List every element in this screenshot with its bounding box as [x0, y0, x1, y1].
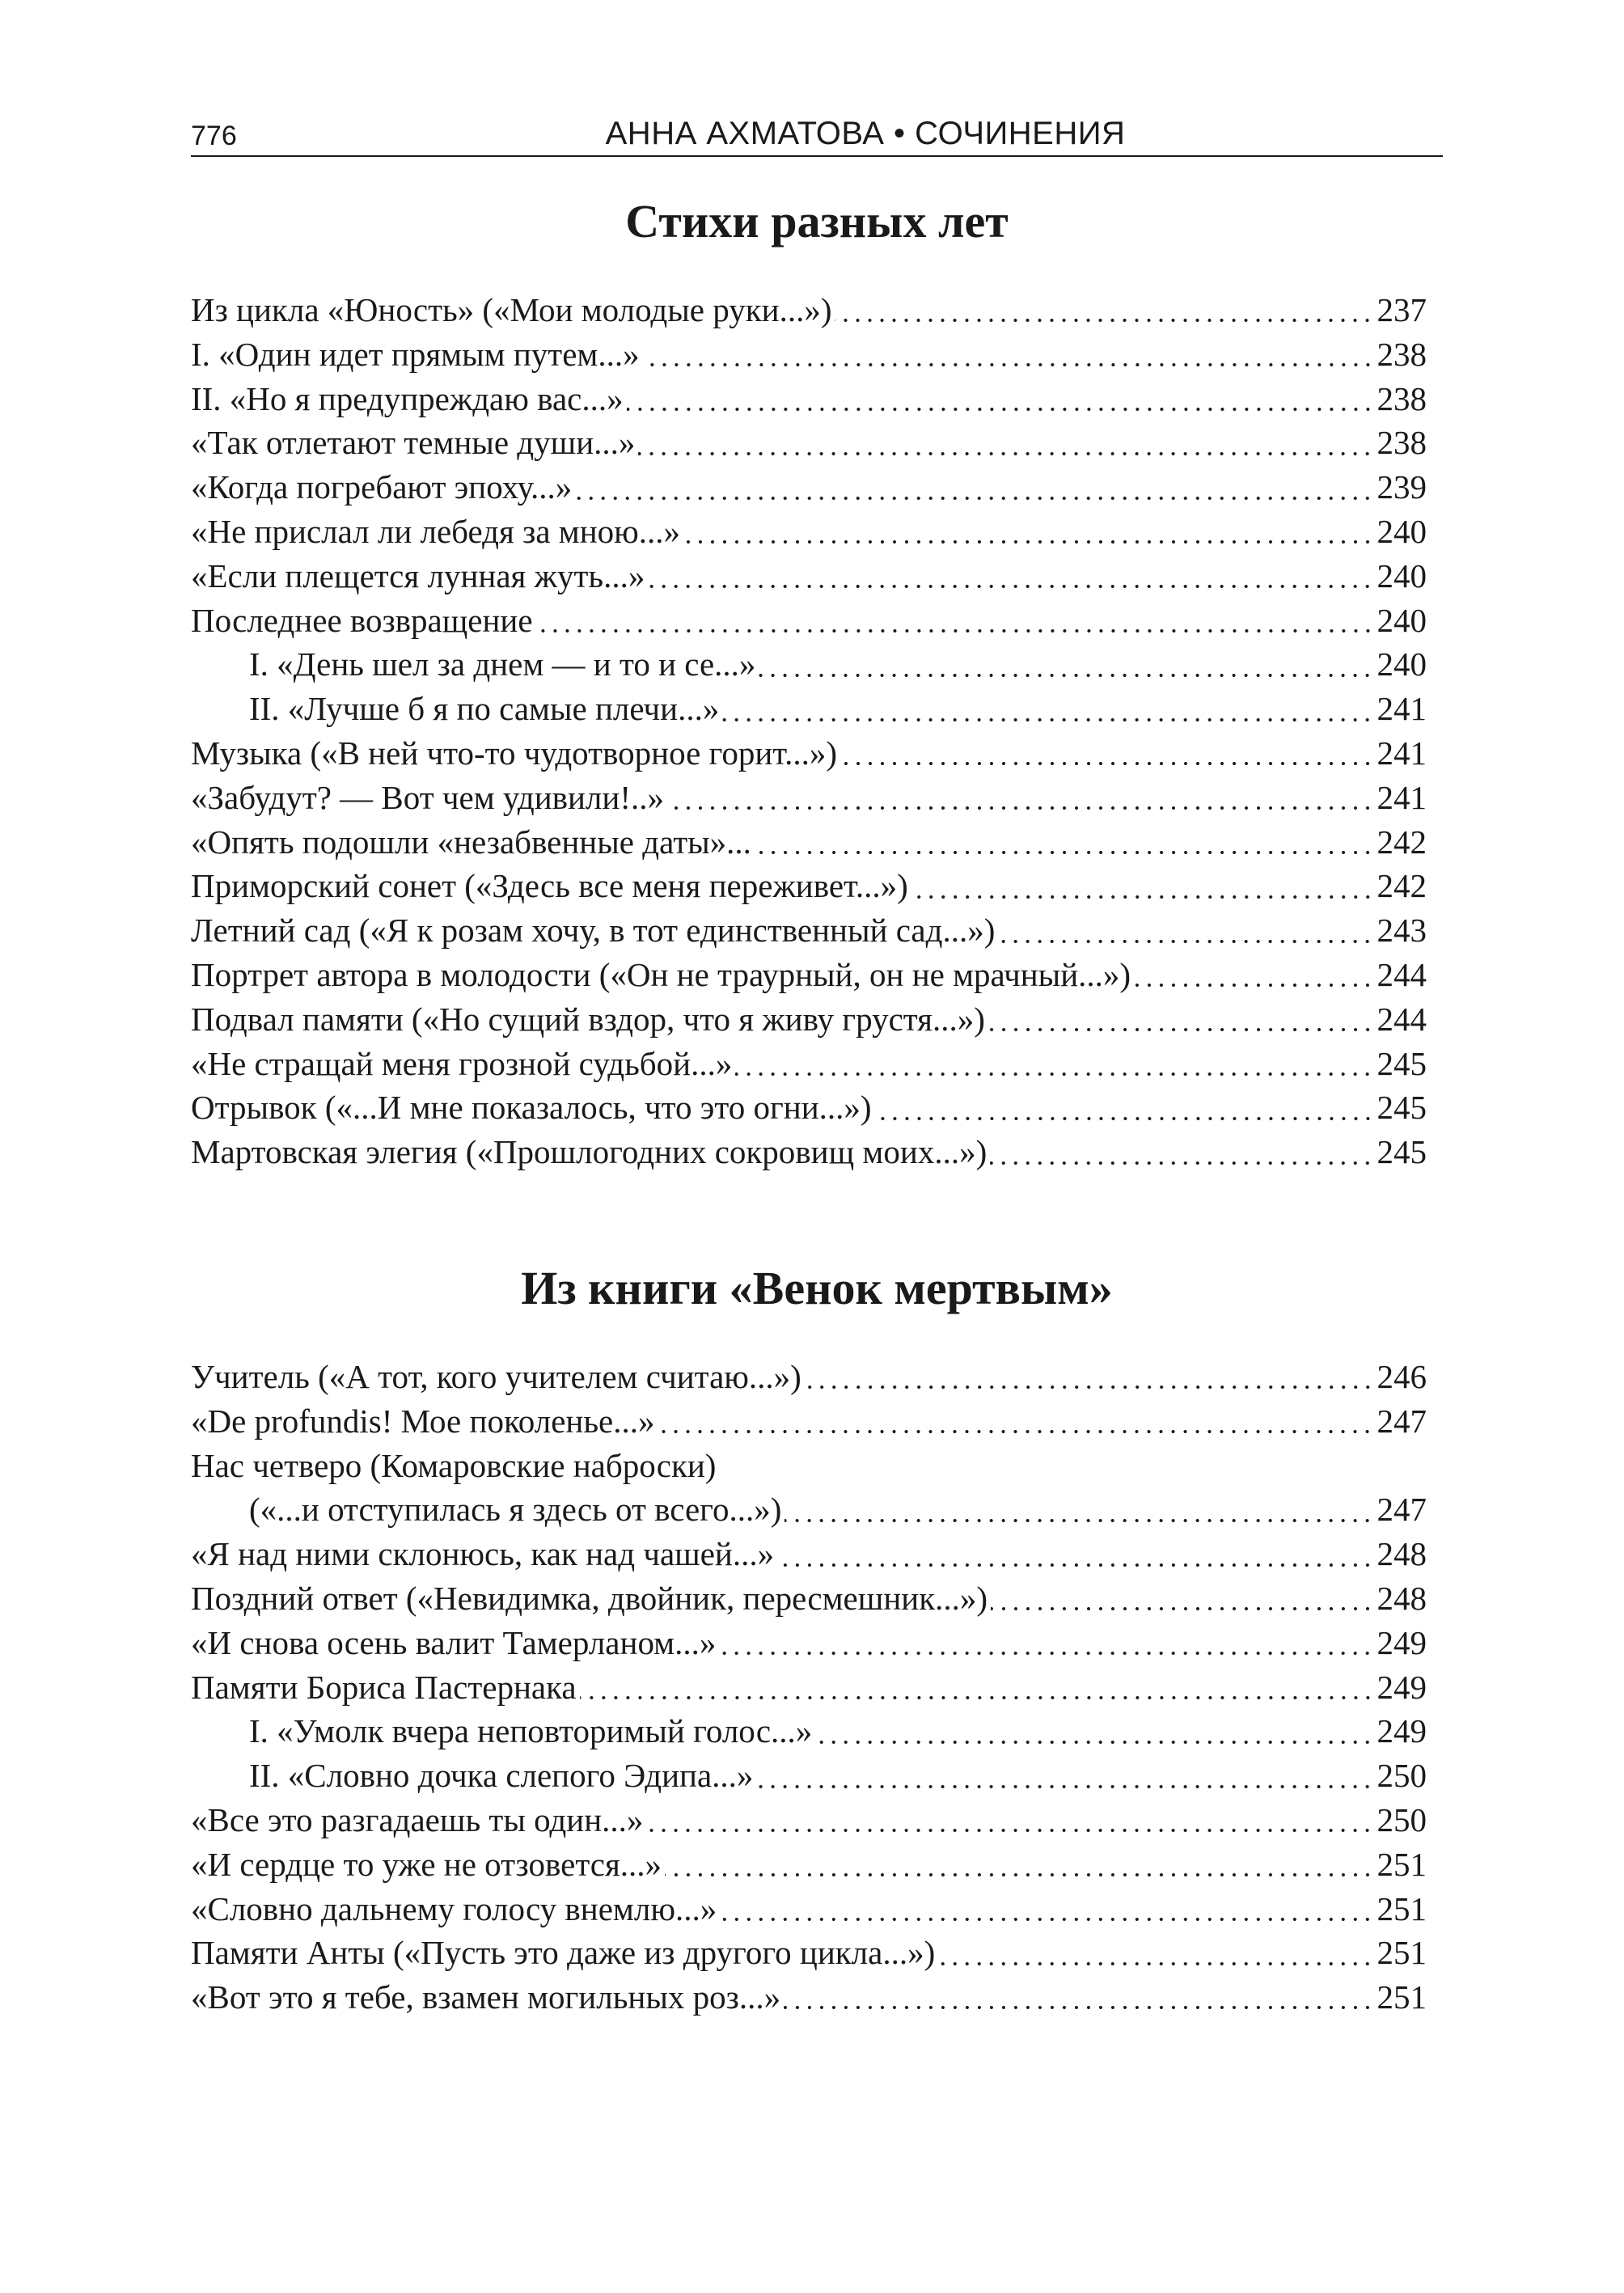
toc-entry [191, 1623, 1427, 1668]
entry-page-number: 251 [1377, 1889, 1427, 1927]
entry-title: «И снова осень валит Тамерланом...» [191, 1623, 717, 1661]
entry-page-number: 245 [1377, 1044, 1427, 1082]
toc-entry [191, 1446, 1427, 1491]
dot-leader [719, 1649, 1373, 1657]
dot-leader [988, 1026, 1374, 1034]
dot-leader [643, 361, 1374, 369]
toc-entry [191, 335, 1427, 379]
entry-page-number: 250 [1377, 1800, 1427, 1838]
toc-entry [191, 512, 1427, 556]
entry-page-number: 238 [1377, 335, 1427, 373]
entry-title: Учитель («А тот, кого учителем считаю...») [191, 1357, 801, 1395]
entry-page-number: 241 [1377, 778, 1427, 816]
dot-leader [911, 893, 1374, 901]
dot-leader [759, 671, 1373, 679]
entry-page-number: 240 [1377, 645, 1427, 683]
entry-page-number: 241 [1377, 734, 1427, 772]
toc-entry [191, 1490, 1427, 1534]
toc-entry [191, 556, 1427, 601]
entry-title: «И сердце то уже не отзовется...» [191, 1845, 662, 1883]
toc-entry [191, 689, 1427, 734]
entry-page-number: 245 [1377, 1089, 1427, 1127]
dot-leader [536, 627, 1374, 635]
toc-entry [191, 379, 1427, 424]
entry-page-number: 246 [1377, 1357, 1427, 1395]
entry-title: «Не прислал ли лебедя за мною...» [191, 512, 681, 550]
dot-leader [735, 1070, 1373, 1078]
dot-leader [627, 405, 1374, 413]
section-poems-various-years [191, 194, 1443, 1177]
dot-leader [720, 1915, 1373, 1923]
toc-entry [191, 778, 1427, 823]
entry-page-number: 251 [1377, 1934, 1427, 1972]
toc-entry [191, 866, 1427, 911]
entry-title: II. «Лучше б я по самые плечи...» [249, 690, 720, 728]
entry-title: «Если плещется лунная жуть...» [191, 556, 645, 594]
entry-page-number: 248 [1377, 1535, 1427, 1573]
entry-title: «Вот это я тебе, взамен могильных роз...» [191, 1978, 781, 2016]
dot-leader [815, 1738, 1373, 1746]
dot-leader [805, 1383, 1374, 1391]
entry-title: Памяти Бориса Пастернака [191, 1668, 577, 1706]
entry-page-number: 249 [1377, 1623, 1427, 1661]
entry-page-number: 240 [1377, 601, 1427, 639]
entry-title: «Я над ними склонюсь, как над чашей...» [191, 1535, 775, 1573]
toc-entry [191, 1711, 1427, 1756]
toc-entry [191, 1668, 1427, 1712]
entry-title: Из цикла «Юность» («Мои молодые руки...») [191, 291, 832, 328]
dot-leader [1134, 981, 1373, 989]
entry-title: Отрывок («...И мне показалось, что это огни...») [191, 1089, 872, 1127]
entry-title: Портрет автора в молодости («Он не траурный, он не мрачный...») [191, 955, 1131, 993]
entry-page-number: 239 [1377, 468, 1427, 506]
entry-title: Мартовская элегия («Прошлогодних сокровищ моих...») [191, 1133, 988, 1171]
dot-leader [580, 1694, 1374, 1702]
dot-leader [575, 494, 1373, 502]
dot-leader [638, 450, 1373, 458]
entry-page-number: 249 [1377, 1712, 1427, 1750]
entry-title: Нас четверо (Комаровские наброски) [191, 1446, 717, 1484]
entry-title: «Все это разгадаешь ты один...» [191, 1800, 644, 1838]
toc-list [191, 290, 1443, 1177]
toc-list [191, 1357, 1443, 2022]
entry-page-number: 247 [1377, 1402, 1427, 1440]
toc-entry [191, 601, 1427, 645]
entry-title: «Опять подошли «незабвенные даты»... [191, 823, 751, 861]
dot-leader [665, 1871, 1373, 1879]
toc-entry [191, 467, 1427, 512]
toc-entry [191, 1088, 1427, 1132]
running-head [191, 104, 1443, 157]
page-number: 776 [191, 121, 237, 151]
toc-entry [191, 1000, 1427, 1044]
toc-entry [191, 1534, 1427, 1579]
toc-entry [191, 734, 1427, 778]
section-title: Стихи разных лет [625, 195, 1009, 247]
entry-title: I. «Один идет прямым путем...» [191, 335, 640, 373]
toc-entry [191, 823, 1427, 867]
toc-entry [191, 1579, 1427, 1623]
dot-leader [785, 1517, 1373, 1525]
toc-entry [191, 423, 1427, 467]
book-page [191, 104, 1443, 2022]
toc-entry [191, 290, 1427, 335]
dot-leader [777, 1561, 1373, 1569]
entry-page-number: 250 [1377, 1757, 1427, 1795]
entry-page-number: 238 [1377, 424, 1427, 462]
entry-page-number: 240 [1377, 512, 1427, 550]
toc-entry [191, 1800, 1427, 1845]
entry-page-number: 245 [1377, 1133, 1427, 1171]
entry-title: I. «День шел за днем — и то и се...» [249, 645, 756, 683]
dot-leader [835, 316, 1373, 324]
dot-leader [683, 538, 1373, 546]
entry-title: «De profundis! Мое поколенье...» [191, 1402, 655, 1440]
toc-entry [191, 645, 1427, 689]
toc-entry [191, 1756, 1427, 1800]
toc-entry [191, 1402, 1427, 1446]
toc-entry [191, 1357, 1427, 1402]
dot-leader [658, 1428, 1373, 1436]
entry-page-number: 241 [1377, 690, 1427, 728]
dot-leader [648, 582, 1373, 590]
toc-entry [191, 1132, 1427, 1177]
entry-title: Последнее возвращение [191, 601, 533, 639]
entry-page-number: 244 [1377, 1000, 1427, 1038]
toc-entry [191, 1044, 1427, 1089]
entry-title: «Не стращай меня грозной судьбой...» [191, 1044, 733, 1082]
dot-leader [938, 1960, 1373, 1968]
entry-title: II. «Словно дочка слепого Эдипа...» [249, 1757, 754, 1795]
dot-leader [646, 1826, 1373, 1834]
entry-page-number: 240 [1377, 556, 1427, 594]
entry-page-number: 242 [1377, 867, 1427, 905]
dot-leader [667, 804, 1374, 812]
toc-entry [191, 1978, 1427, 2022]
dot-leader [784, 2003, 1373, 2012]
running-title: АННА АХМАТОВА • СОЧИНЕНИЯ [605, 116, 1126, 151]
dot-leader [990, 1159, 1373, 1167]
entry-title: Памяти Анты («Пусть это даже из другого цикла...») [191, 1934, 936, 1972]
entry-title: «Так отлетают темные души...» [191, 424, 636, 462]
entry-title: I. «Умолк вчера неповторимый голос...» [249, 1712, 813, 1750]
toc-entry [191, 955, 1427, 1000]
toc-entry [191, 1933, 1427, 1978]
entry-page-number: 238 [1377, 379, 1427, 417]
entry-page-number: 251 [1377, 1978, 1427, 2016]
toc-entry [191, 1845, 1427, 1889]
entry-title: («...и отступилась я здесь от всего...») [249, 1491, 782, 1529]
dot-leader [998, 937, 1373, 946]
toc-entry [191, 1889, 1427, 1934]
entry-title: «Забудут? — Вот чем удивили!..» [191, 778, 664, 816]
entry-page-number: 243 [1377, 912, 1427, 950]
dot-leader [991, 1605, 1373, 1613]
entry-page-number: 249 [1377, 1668, 1427, 1706]
entry-title: Приморский сонет («Здесь все меня переживет...») [191, 867, 908, 905]
entry-title: Летний сад («Я к розам хочу, в тот единственный сад...») [191, 912, 996, 950]
dot-leader [875, 1115, 1374, 1123]
dot-leader [722, 716, 1373, 724]
entry-page-number: 251 [1377, 1845, 1427, 1883]
entry-title: «Словно дальнему голосу внемлю...» [191, 1889, 717, 1927]
entry-page-number: 247 [1377, 1491, 1427, 1529]
entry-title: Подвал памяти («Но сущий вздор, что я живу грустя...») [191, 1000, 985, 1038]
dot-leader [840, 759, 1374, 768]
entry-page-number: 248 [1377, 1579, 1427, 1617]
entry-page-number: 244 [1377, 955, 1427, 993]
entry-title: Музыка («В ней что-то чудотворное горит...») [191, 734, 837, 772]
entry-title: II. «Но я предупреждаю вас...» [191, 379, 624, 417]
dot-leader [756, 1783, 1373, 1791]
section-wreath-for-the-dead [191, 1261, 1443, 2022]
entry-page-number: 237 [1377, 291, 1427, 328]
entry-title: «Когда погребают эпоху...» [191, 468, 573, 506]
toc-entry [191, 911, 1427, 955]
section-title: Из книги «Венок мертвым» [521, 1261, 1113, 1314]
entry-title: Поздний ответ («Невидимка, двойник, пересмешник...») [191, 1579, 988, 1617]
entry-page-number: 242 [1377, 823, 1427, 861]
dot-leader [755, 848, 1374, 857]
